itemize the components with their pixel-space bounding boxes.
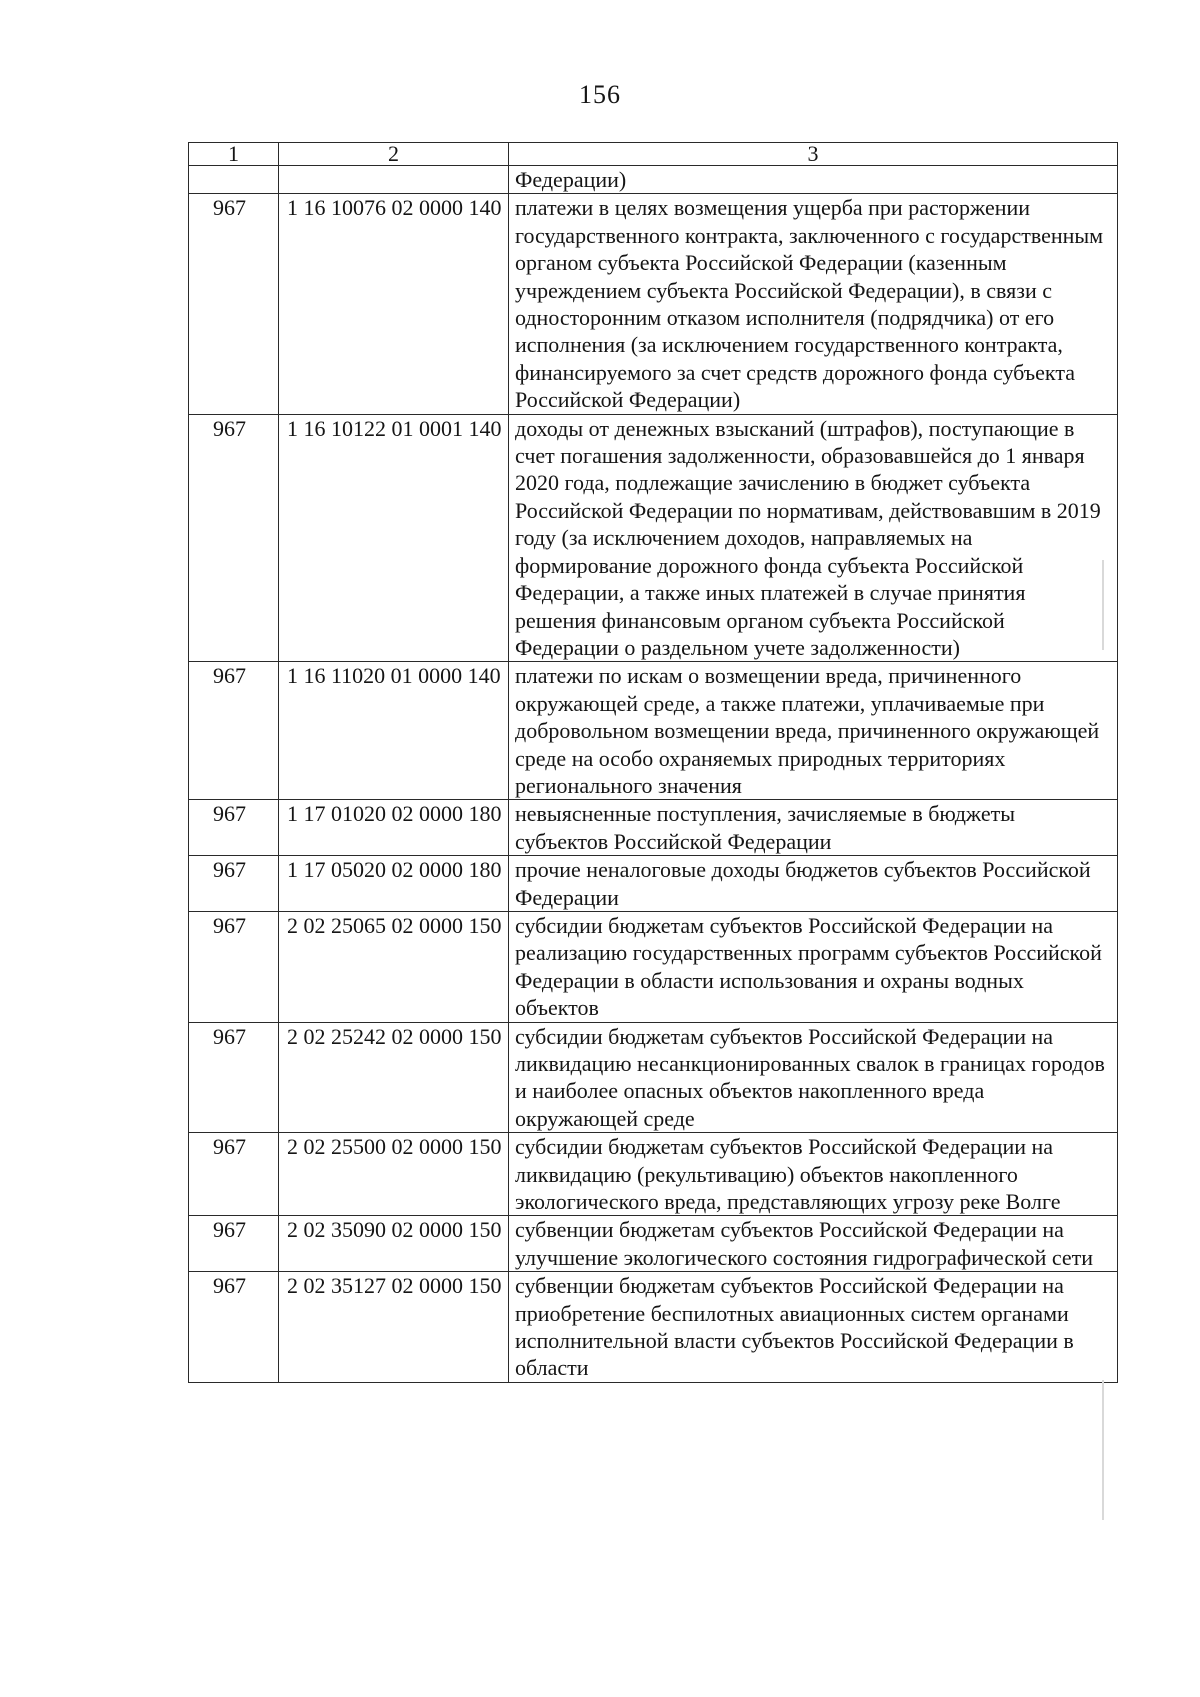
admin-code-cell: 967 xyxy=(189,1022,279,1133)
budget-code-cell: 2 02 25242 02 0000 150 xyxy=(279,1022,509,1133)
budget-code-cell: 1 16 11020 01 0000 140 xyxy=(279,662,509,800)
description-cell: платежи в целях возмещения ущерба при расторжении государственного контракта, заключенного с государственным органом субъекта Российской Федерации (казенным учреждением субъекта Российской Федерации), в связи с односторонним отказом исполнителя (подрядчика) от его исполнения (за исключением государственного контракта, финансируемого за счет средств дорожного фонда субъекта Российской Федерации) xyxy=(509,194,1118,414)
budget-code-cell: 1 17 01020 02 0000 180 xyxy=(279,800,509,856)
continuation-code-cell xyxy=(279,166,509,194)
admin-code-cell: 967 xyxy=(189,194,279,414)
description-cell: субвенции бюджетам субъектов Российской Федерации на улучшение экологического состояния гидрографической сети xyxy=(509,1216,1118,1272)
header-row xyxy=(189,143,1118,166)
table-row xyxy=(189,911,1118,1022)
budget-code-cell: 1 16 10122 01 0001 140 xyxy=(279,414,509,662)
description-cell: субсидии бюджетам субъектов Российской Федерации на ликвидацию (рекультивацию) объектов накопленного экологического вреда, представляющих угрозу реке Волге xyxy=(509,1133,1118,1216)
admin-code-cell: 967 xyxy=(189,1216,279,1272)
scan-artifact xyxy=(1102,560,1104,650)
table-row xyxy=(189,1133,1118,1216)
description-cell: субсидии бюджетам субъектов Российской Федерации на ликвидацию несанкционированных свалок в границах городов и наиболее опасных объектов накопленного вреда окружающей среде xyxy=(509,1022,1118,1133)
table-row xyxy=(189,194,1118,414)
description-cell: невыясненные поступления, зачисляемые в бюджеты субъектов Российской Федерации xyxy=(509,800,1118,856)
table-row xyxy=(189,1272,1118,1383)
continuation-text: Федерации) xyxy=(509,166,1118,194)
description-cell: субсидии бюджетам субъектов Российской Федерации на реализацию государственных программ субъектов Российской Федерации в области использования и охраны водных объектов xyxy=(509,911,1118,1022)
column-header-1: 1 xyxy=(189,143,279,166)
budget-code-cell: 2 02 35127 02 0000 150 xyxy=(279,1272,509,1383)
admin-code-cell: 967 xyxy=(189,414,279,662)
admin-code-cell: 967 xyxy=(189,800,279,856)
continuation-admin-cell xyxy=(189,166,279,194)
budget-code-cell: 1 16 10076 02 0000 140 xyxy=(279,194,509,414)
description-cell: доходы от денежных взысканий (штрафов), поступающие в счет погашения задолженности, образовавшейся до 1 января 2020 года, подлежащие зачислению в бюджет субъекта Российской Федерации по нормативам, действовавшим в 2019 году (за исключением доходов, направляемых на формирование дорожного фонда субъекта Российской Федерации, а также иных платежей в случае принятия решения финансовым органом субъекта Российской Федерации о раздельном учете задолженности) xyxy=(509,414,1118,662)
budget-code-cell: 2 02 25065 02 0000 150 xyxy=(279,911,509,1022)
budget-code-cell: 2 02 25500 02 0000 150 xyxy=(279,1133,509,1216)
continuation-row xyxy=(189,166,1118,194)
table-row xyxy=(189,856,1118,912)
table-row xyxy=(189,1216,1118,1272)
budget-code-cell: 1 17 05020 02 0000 180 xyxy=(279,856,509,912)
column-header-3: 3 xyxy=(509,143,1118,166)
description-cell: субвенции бюджетам субъектов Российской Федерации на приобретение беспилотных авиационных систем органами исполнительной власти субъектов Российской Федерации в области xyxy=(509,1272,1118,1383)
revenue-codes-table xyxy=(188,142,1118,1383)
table-row xyxy=(189,662,1118,800)
table-row xyxy=(189,800,1118,856)
scan-artifact xyxy=(1102,1380,1104,1520)
admin-code-cell: 967 xyxy=(189,856,279,912)
admin-code-cell: 967 xyxy=(189,662,279,800)
admin-code-cell: 967 xyxy=(189,1272,279,1383)
table-row xyxy=(189,414,1118,662)
table-row xyxy=(189,1022,1118,1133)
table-body xyxy=(189,143,1118,1383)
budget-code-cell: 2 02 35090 02 0000 150 xyxy=(279,1216,509,1272)
column-header-2: 2 xyxy=(279,143,509,166)
admin-code-cell: 967 xyxy=(189,911,279,1022)
page-number: 156 xyxy=(579,80,621,109)
description-cell: платежи по искам о возмещении вреда, причиненного окружающей среде, а также платежи, уплачиваемые при добровольном возмещении вреда, причиненного окружающей среде на особо охраняемых природных территориях регионального значения xyxy=(509,662,1118,800)
admin-code-cell: 967 xyxy=(189,1133,279,1216)
description-cell: прочие неналоговые доходы бюджетов субъектов Российской Федерации xyxy=(509,856,1118,912)
